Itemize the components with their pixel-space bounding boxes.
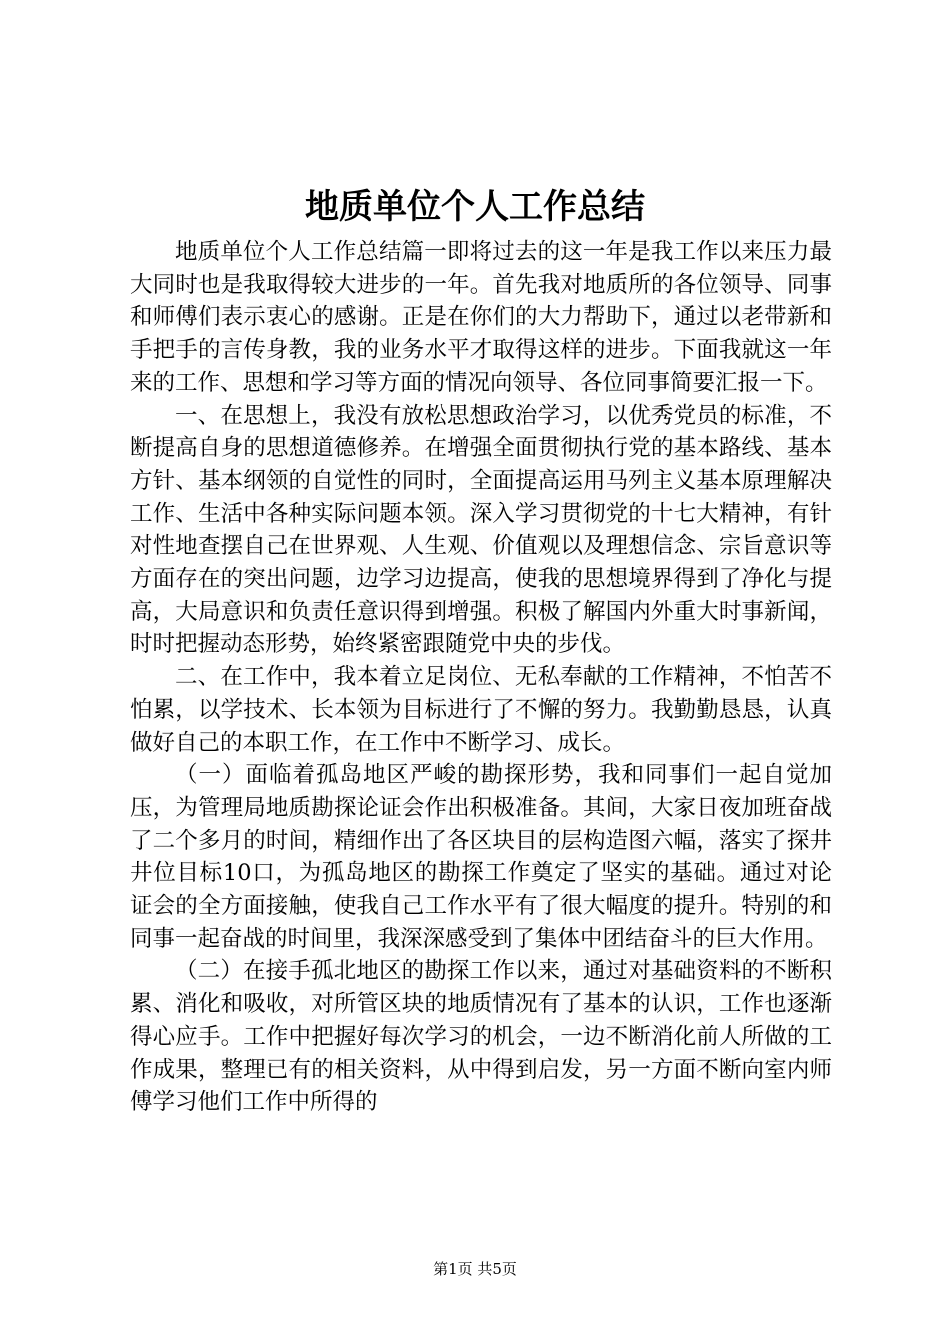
paragraph-subsection-1: （一）面临着孤岛地区严峻的勘探形势，我和同事们一起自觉加压，为管理局地质勘探论证会作出积极准备。其间，大家日夜加班奋战了二个多月的时间，精细作出了各区块目的层构造图六幅，落实了探井井位目标10口，为孤岛地区的勘探工作奠定了坚实的基础。通过对论证会的全方面接触，使我自己工作水平有了很大幅度的提升。特别的和同事一起奋战的时间里，我深深感受到了集体中团结奋斗的巨大作用。 <box>130 762 832 952</box>
page-number-footer: 第1页 共5页 <box>433 1260 517 1278</box>
paragraph-section-1: 一、在思想上，我没有放松思想政治学习，以优秀党员的标准，不断提高自身的思想道德修养。在增强全面贯彻执行党的基本路线、基本方针、基本纲领的自觉性的同时，全面提高运用马列主义基本原理解决工作、生活中各种实际问题本领。深入学习贯彻党的十七大精神，有针对性地查摆自己在世界观、人生观、价值观以及理想信念、宗旨意识等方面存在的突出问题，边学习边提高，使我的思想境界得到了净化与提高，大局意识和负责任意识得到增强。积极了解国内外重大时事新闻，时时把握动态形势，始终紧密跟随党中央的步伐。 <box>130 402 832 658</box>
paragraph-subsection-2: （二）在接手孤北地区的勘探工作以来，通过对基础资料的不断积累、消化和吸收，对所管区块的地质情况有了基本的认识，工作也逐渐得心应手。工作中把握好每次学习的机会，一边不断消化前人所做的工作成果，整理已有的相关资料，从中得到启发，另一方面不断向室内师傅学习他们工作中所得的 <box>130 958 832 1116</box>
document-body <box>130 236 832 1119</box>
paragraph-intro: 地质单位个人工作总结篇一即将过去的这一年是我工作以来压力最大同时也是我取得较大进步的一年。首先我对地质所的各位领导、同事和师傅们表示衷心的感谢。正是在你们的大力帮助下，通过以老带新和手把手的言传身教，我的业务水平才取得这样的进步。下面我就这一年来的工作、思想和学习等方面的情况向领导、各位同事简要汇报一下。 <box>130 239 832 396</box>
document-title: 地质单位个人工作总结 <box>305 187 645 227</box>
paragraph-section-2: 二、在工作中，我本着立足岗位、无私奉献的工作精神，不怕苦不怕累，以学技术、长本领为目标进行了不懈的努力。我勤勤恳恳，认真做好自己的本职工作，在工作中不断学习、成长。 <box>130 664 832 756</box>
